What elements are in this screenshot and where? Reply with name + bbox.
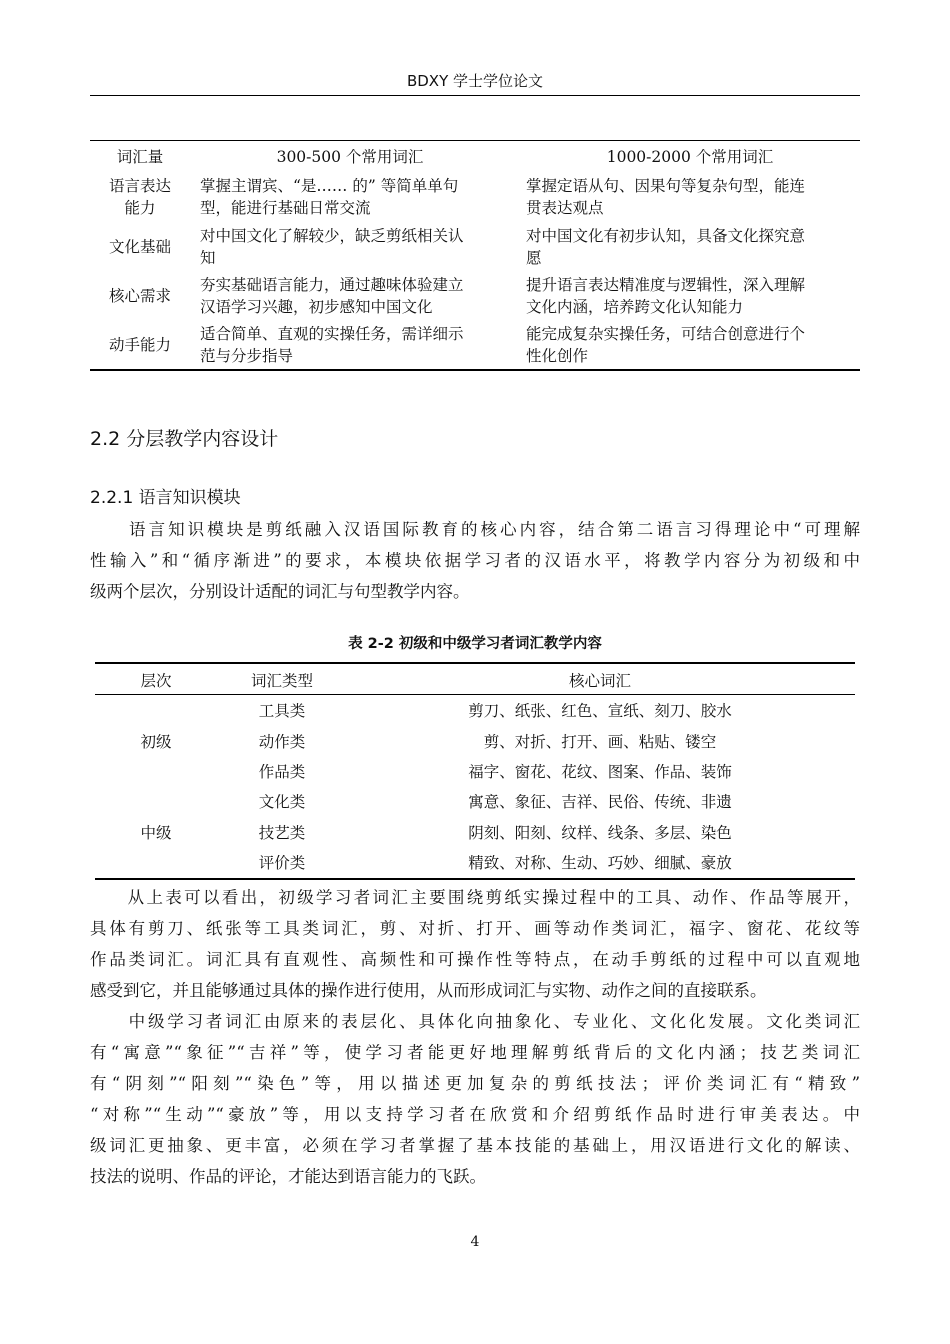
table1-cell: 型，能进行基础日常交流 bbox=[200, 199, 371, 217]
table2-words-cell: 剪刀、纸张、红色、宣纸、刻刀、胶水 bbox=[468, 702, 732, 720]
table2-words-cell: 寓意、象征、吉祥、民俗、传统、非遗 bbox=[468, 793, 732, 811]
table1-row-label: 动手能力 bbox=[108, 336, 171, 354]
table1-cell: 能完成复杂实操任务，可结合创意进行个 bbox=[526, 325, 806, 343]
table2-words-cell: 阴刻、阳刻、纹样、线条、多层、染色 bbox=[468, 824, 732, 842]
paragraph-line: 级词汇更抽象、更丰富，必须在学习者掌握了基本技能的基础上，用汉语进行文化的解读、 bbox=[90, 1136, 860, 1155]
paragraph-line: 有“阴刻”“阳刻”“染色”等，用以描述更加复杂的剪纸技法；评价类词汇有“精致” bbox=[90, 1074, 860, 1093]
table2-words-cell: 精致、对称、生动、巧妙、细腻、豪放 bbox=[468, 854, 732, 872]
table1-row bbox=[90, 225, 860, 269]
table1-cell: 掌握定语从句、因果句等复杂句型，能连 bbox=[526, 177, 806, 195]
subsection-heading: 2.2.1 语言知识模块 bbox=[90, 488, 241, 508]
paragraph bbox=[90, 882, 860, 1006]
table2-type-cell: 动作类 bbox=[258, 733, 306, 751]
table2-bottom-rule bbox=[95, 878, 855, 880]
table1-cell: 对中国文化了解较少，缺乏剪纸相关认 bbox=[200, 227, 464, 245]
header-rule bbox=[90, 95, 860, 96]
table2-words-cell: 福字、窗花、花纹、图案、作品、装饰 bbox=[468, 763, 732, 781]
section-heading: 2.2 分层教学内容设计 bbox=[90, 428, 279, 450]
paragraph-line: 级两个层次，分别设计适配的词汇与句型教学内容。 bbox=[90, 582, 470, 601]
paragraph-line: 感受到它，并且能够通过具体的操作进行使用，从而形成词汇与实物、动作之间的直接联系。 bbox=[90, 981, 767, 1000]
table2-type-cell: 技艺类 bbox=[258, 824, 306, 842]
table1-header-cell: 1000-2000 个常用词汇 bbox=[606, 148, 774, 166]
running-header: BDXY 学士学位论文 bbox=[406, 72, 544, 90]
table1-header-cell: 词汇量 bbox=[116, 148, 164, 166]
paragraph-line: 从上表可以看出，初级学习者词汇主要围绕剪纸实操过程中的工具、动作、作品等展开， bbox=[90, 888, 860, 907]
paragraph-line: “对称”“生动”“豪放”等，用以支持学习者在欣赏和介绍剪纸作品时进行审美表达。中 bbox=[90, 1105, 860, 1124]
table1-cell: 夯实基础语言能力，通过趣味体验建立 bbox=[200, 276, 464, 294]
table1-cell: 知 bbox=[200, 249, 216, 267]
table2-type-cell: 工具类 bbox=[258, 702, 306, 720]
table1-row-label: 文化基础 bbox=[108, 238, 171, 256]
table-caption: 表 2-2 初级和中级学习者词汇教学内容 bbox=[348, 636, 602, 652]
table1-row bbox=[90, 323, 860, 367]
table1-cell: 对中国文化有初步认知，具备文化探究意 bbox=[526, 227, 806, 245]
paragraph-line: 作品类词汇。词汇具有直观性、高频性和可操作性等特点，在动手剪纸的过程中可以直观地 bbox=[90, 950, 860, 969]
table1-cell: 范与分步指导 bbox=[200, 347, 294, 365]
table2-header-cell: 核心词汇 bbox=[568, 672, 631, 690]
paragraph-line: 有“寓意”“象征”“吉祥”等，使学习者能更好地理解剪纸背后的文化内涵；技艺类词汇 bbox=[90, 1043, 860, 1062]
table1-header-cell: 300-500 个常用词汇 bbox=[276, 148, 424, 166]
paragraph-line: 技法的说明、作品的评论，才能达到语言能力的飞跃。 bbox=[90, 1167, 486, 1186]
table2-words-cell: 剪、对折、打开、画、粘贴、镂空 bbox=[483, 733, 717, 751]
table1-cell: 适合简单、直观的实操任务，需详细示 bbox=[200, 325, 464, 343]
table1-cell: 提升语言表达精准度与逻辑性，深入理解 bbox=[526, 276, 806, 294]
table2-header-cell: 层次 bbox=[140, 672, 172, 690]
table2-top-rule bbox=[95, 662, 855, 664]
table2-level-cell: 中级 bbox=[140, 824, 172, 842]
paragraph-line: 具体有剪刀、纸张等工具类词汇，剪、对折、打开、画等动作类词汇，福字、窗花、花纹等 bbox=[90, 919, 860, 938]
table1-row bbox=[90, 175, 860, 219]
table2-type-cell: 作品类 bbox=[258, 763, 306, 781]
table1-cell: 汉语学习兴趣，初步感知中国文化 bbox=[200, 298, 433, 316]
table1-cell: 贯表达观点 bbox=[526, 199, 604, 217]
table1-row-label: 核心需求 bbox=[108, 287, 171, 305]
paragraph bbox=[90, 1006, 860, 1192]
table1-cell: 愿 bbox=[526, 249, 542, 267]
table1-top-rule bbox=[90, 140, 860, 141]
paragraph-line: 中级学习者词汇由原来的表层化、具体化向抽象化、专业化、文化化发展。文化类词汇 bbox=[90, 1012, 860, 1031]
paragraph-line: 性输入”和“循序渐进”的要求，本模块依据学习者的汉语水平，将教学内容分为初级和中 bbox=[90, 551, 860, 570]
paragraph bbox=[90, 514, 860, 607]
table1-cell: 性化创作 bbox=[526, 347, 589, 365]
table1-bottom-rule bbox=[90, 369, 860, 371]
table1-row bbox=[90, 274, 860, 318]
table2-type-cell: 文化类 bbox=[258, 793, 306, 811]
table2-header-rule bbox=[95, 694, 855, 695]
table1-cell: 掌握主谓宾、“是…… 的” 等简单单句 bbox=[200, 177, 459, 195]
table2-level-cell: 初级 bbox=[140, 733, 172, 751]
table1-row-label: 能力 bbox=[124, 199, 156, 217]
page-number: 4 bbox=[470, 1234, 480, 1250]
paragraph-line: 语言知识模块是剪纸融入汉语国际教育的核心内容，结合第二语言习得理论中“可理解 bbox=[90, 520, 860, 539]
table2-header-cell: 词汇类型 bbox=[250, 672, 313, 690]
table1-cell: 文化内涵，培养跨文化认知能力 bbox=[526, 298, 744, 316]
table1-row-label: 语言表达 bbox=[108, 177, 171, 195]
table2-type-cell: 评价类 bbox=[258, 854, 306, 872]
